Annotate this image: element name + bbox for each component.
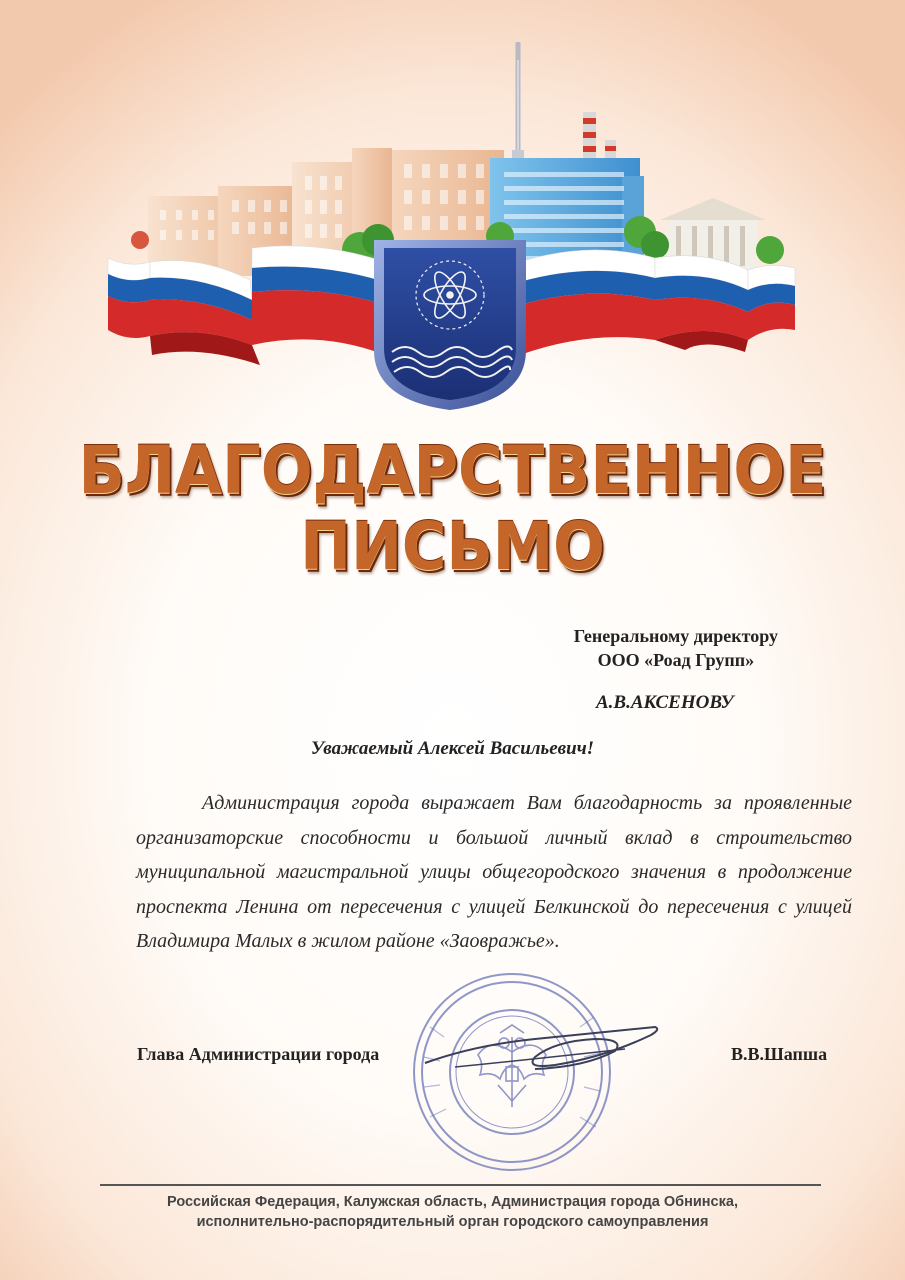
letter-body: [136, 786, 852, 959]
document-title-line2: ПИСЬМО: [300, 508, 605, 585]
footer-line2: исполнительно-распорядительный орган городского самоуправления: [196, 1214, 709, 1230]
salutation: Уважаемый Алексей Васильевич!: [310, 738, 595, 759]
city-crest-emblem: [374, 240, 526, 410]
document-title-line1: БЛАГОДАРСТВЕННОЕ: [78, 432, 827, 509]
addressee-position: Генеральному директору: [573, 626, 778, 646]
tower-icon: [512, 42, 524, 170]
footer-line1: Российская Федерация, Калужская область, Администрация города Обнинска,: [167, 1194, 738, 1210]
addressee-company: ООО «Роад Групп»: [597, 650, 755, 670]
header-illustration: [0, 0, 905, 430]
addressee-block: [574, 624, 778, 672]
recipient-name: А.В.АКСЕНОВУ: [596, 692, 734, 713]
footer-divider: [100, 1184, 821, 1186]
signatory-title: Глава Администрации города: [137, 1044, 380, 1064]
body-paragraph: Администрация города выражает Вам благодарность за проявленные организаторские способности и большой личный вклад в строительство муниципальной магистральной улицы общегородского значения в продолжение проспекта Ленина от пересечения с улицей Белкинской до пересечения с улицей Владимира Малых в жилом районе «Заовражье».: [136, 792, 852, 952]
handwritten-signature: [415, 1005, 675, 1085]
signatory-name: В.В.Шапша: [731, 1044, 828, 1064]
footer: [0, 1192, 905, 1232]
